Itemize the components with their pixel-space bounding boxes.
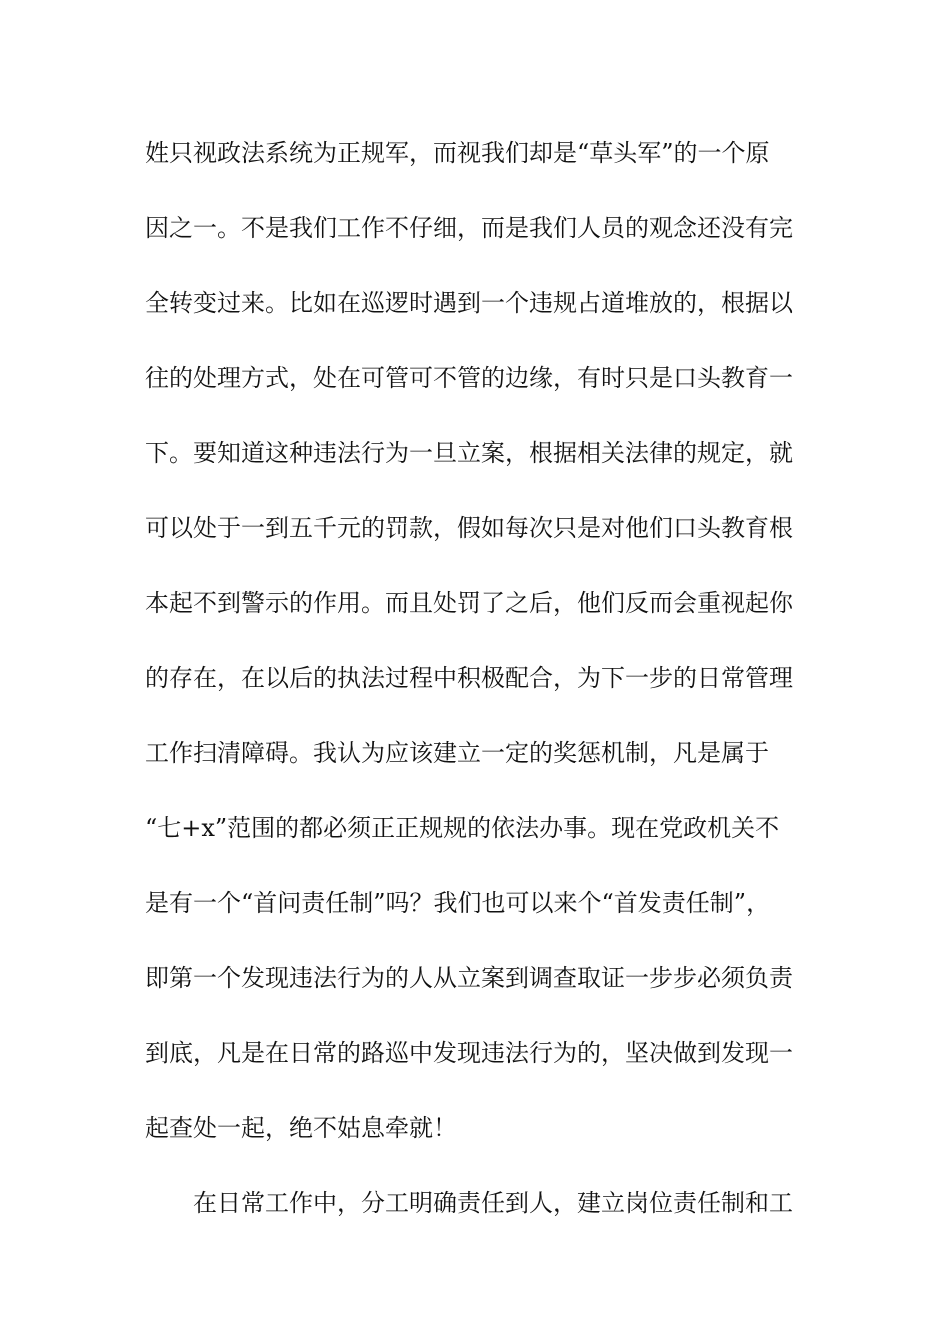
document-body-text — [145, 128, 825, 1253]
text-line: 往的处理方式，处在可管可不管的边缘，有时只是口头教育一 — [145, 364, 793, 392]
text-line: 是有一个“首问责任制”吗？我们也可以来个“首发责任制”， — [145, 889, 771, 917]
text-line: 本起不到警示的作用。而且处罚了之后，他们反而会重视起你 — [145, 589, 793, 617]
text-line: 姓只视政法系统为正规军，而视我们却是“草头军”的一个原 — [145, 139, 770, 167]
text-line: 到底，凡是在日常的路巡中发现违法行为的，坚决做到发现一 — [145, 1039, 793, 1067]
text-line: 可以处于一到五千元的罚款，假如每次只是对他们口头教育根 — [145, 514, 793, 542]
text-line: 即第一个发现违法行为的人从立案到调查取证一步步必须负责 — [145, 964, 793, 992]
text-line: 下。要知道这种违法行为一旦立案，根据相关法律的规定，就 — [145, 439, 793, 467]
text-line: 的存在，在以后的执法过程中积极配合，为下一步的日常管理 — [145, 664, 793, 692]
text-line: “七+x”范围的都必须正正规规的依法办事。现在党政机关不 — [145, 814, 780, 842]
text-line: 起查处一起，绝不姑息牵就！ — [145, 1114, 457, 1142]
paragraph-start-line: 在日常工作中，分工明确责任到人，建立岗位责任制和工 — [193, 1189, 793, 1217]
text-line: 工作扫清障碍。我认为应该建立一定的奖惩机制，凡是属于 — [145, 739, 769, 767]
text-line: 全转变过来。比如在巡逻时遇到一个违规占道堆放的，根据以 — [145, 289, 793, 317]
text-line: 因之一。不是我们工作不仔细，而是我们人员的观念还没有完 — [145, 214, 793, 242]
